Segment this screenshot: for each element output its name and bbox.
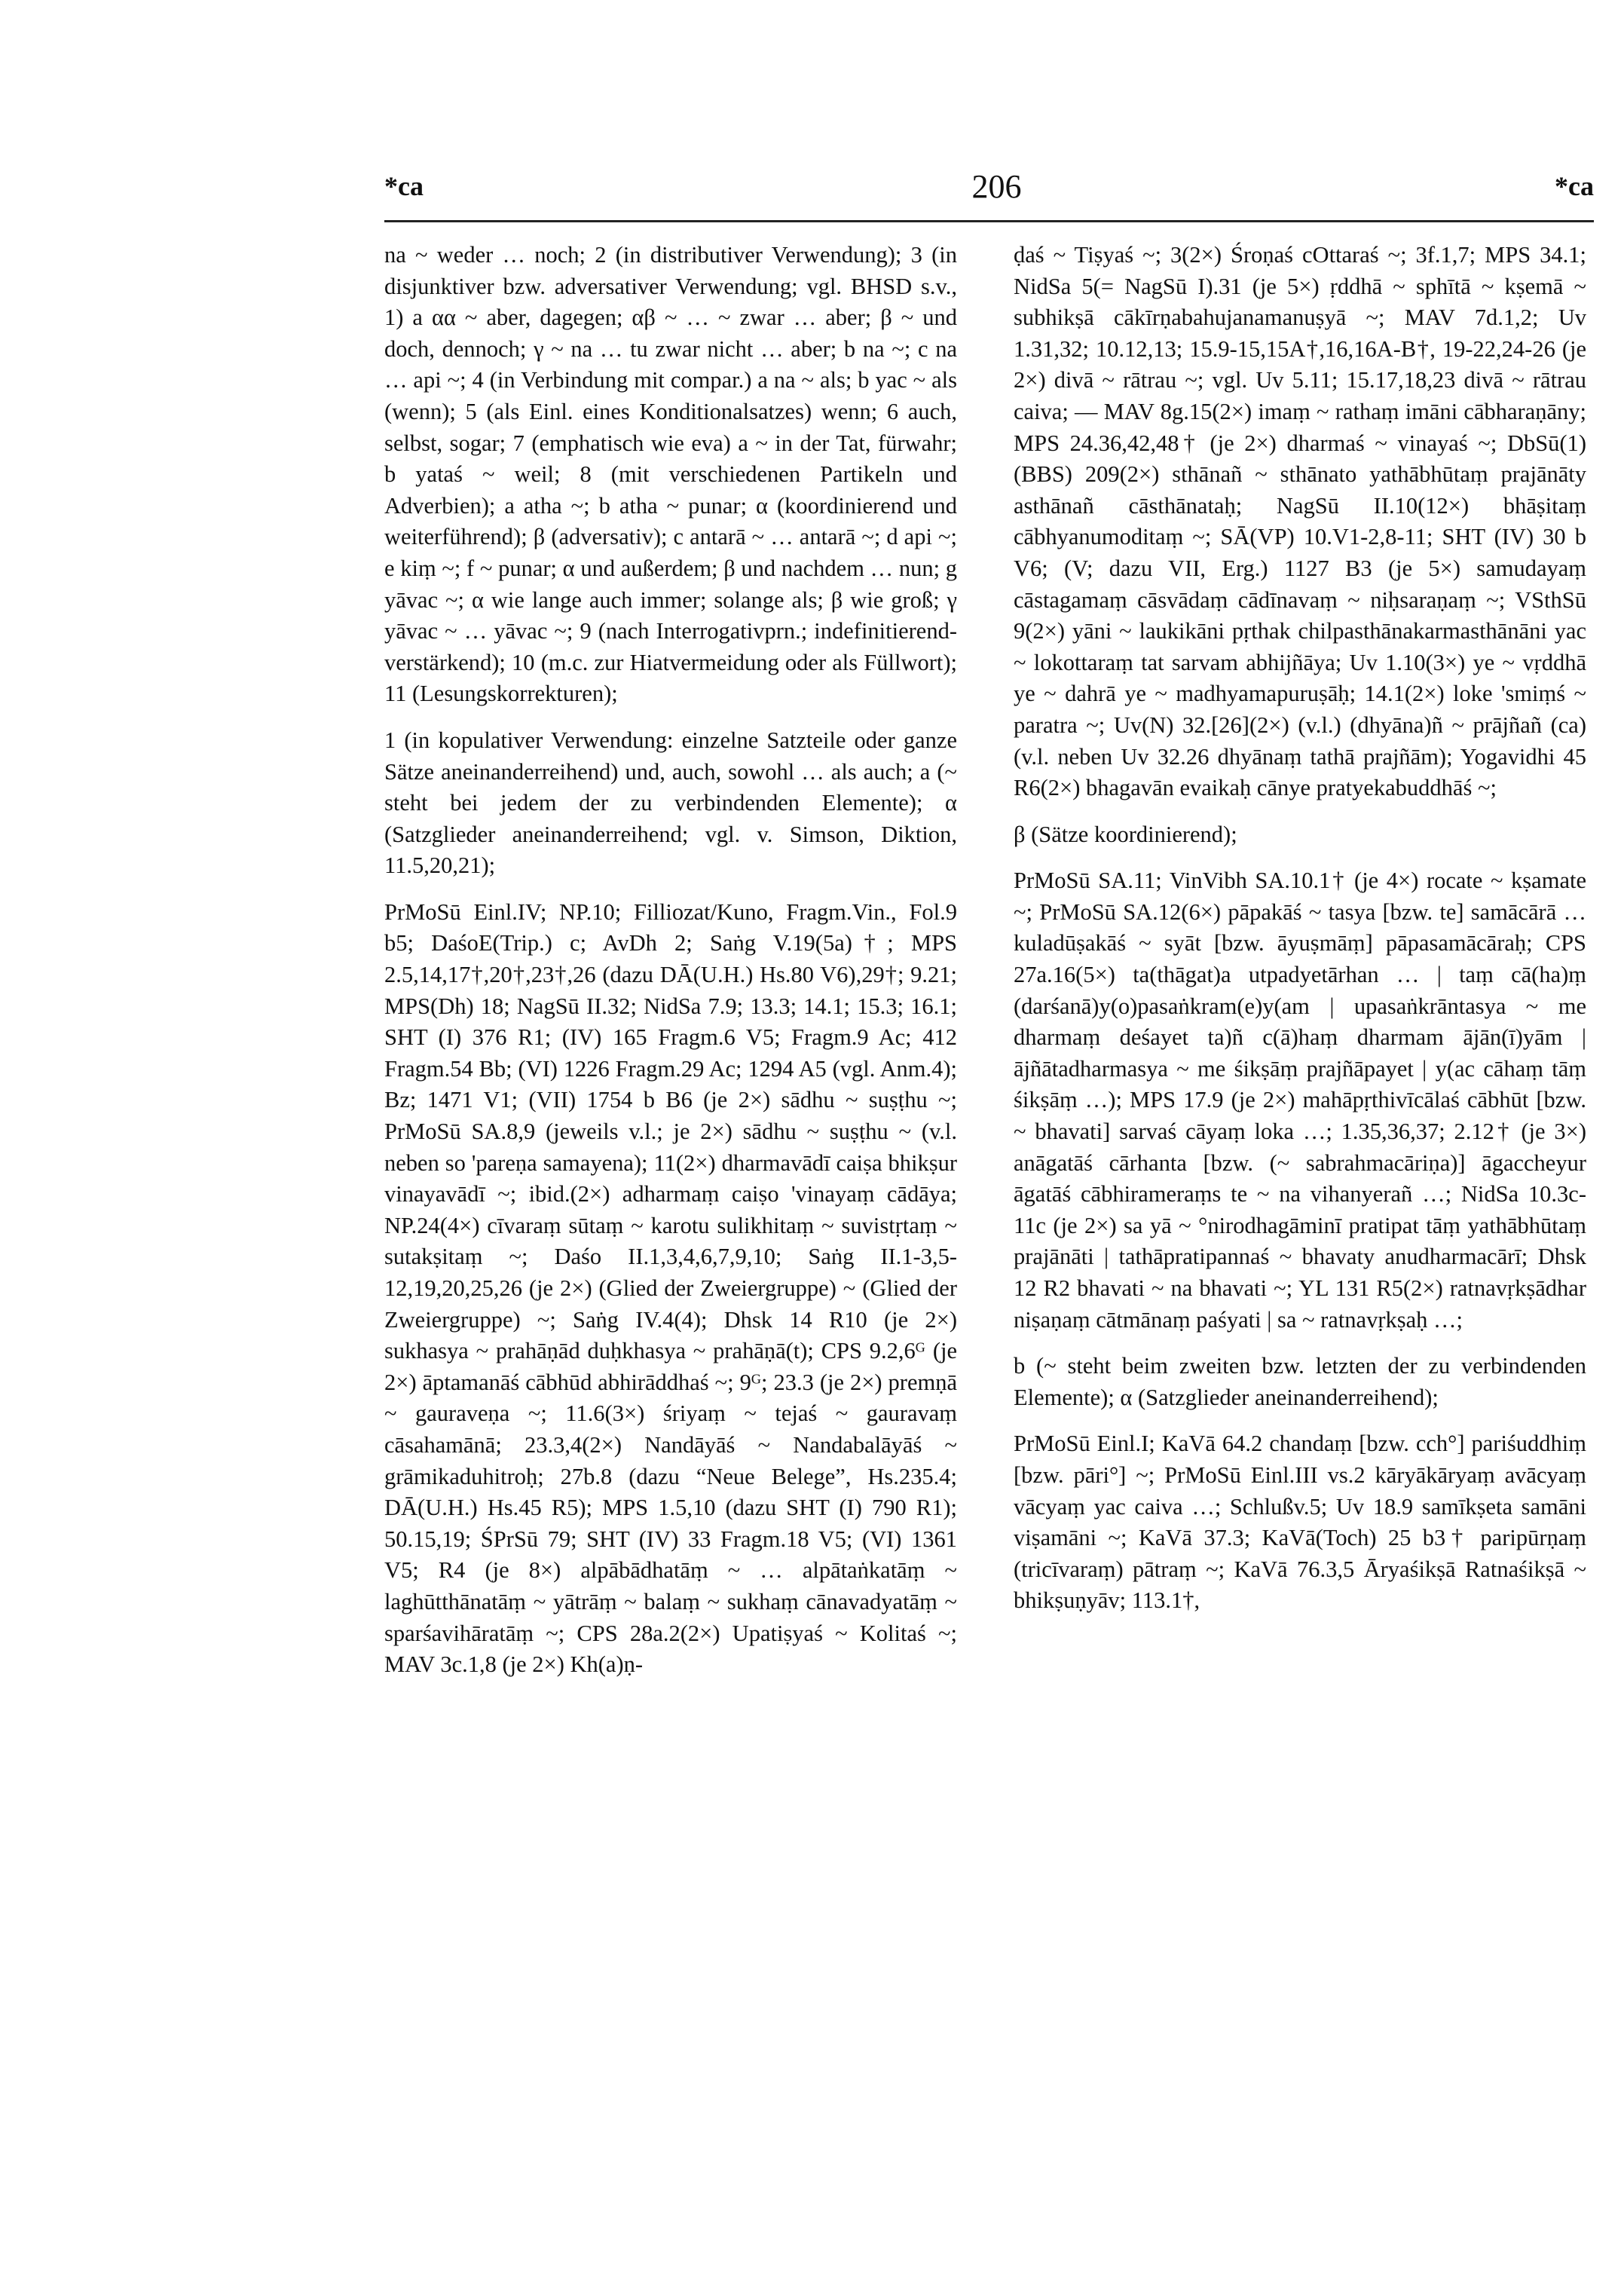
header-left-headword: *ca: [384, 171, 424, 201]
entry-paragraph: na ~ weder … noch; 2 (in distributiver Verwendung); 3 (in disjunktiver bzw. adversativer Verwendung; vgl. BHSD s.v., 1) a αα ~ aber, dagegen; αβ ~ … ~ zwar … aber; β ~ und doch, dennoch; γ ~ na … tu zwar nicht … aber; b na ~; c na … api ~; 4 (in Verbindung mit compar.) a na ~ als; b yac ~ als (wenn); 5 (als Einl. eines Konditionalsatzes) wenn; 6 auch, selbst, sogar; 7 (emphatisch wie eva) a ~ in der Tat, fürwahr; b yataś ~ weil; 8 (mit verschiedenen Partikeln und Adverbien); a atha ~; b atha ~ punar; α (koordinierend und weiterführend); β (adversativ); c antarā ~ … antarā ~; d api ~; e kiṃ ~; f ~ punar; α und außerdem; β und nachdem … nun; g yāvac ~; α wie lange auch immer; solange als; β wie groß; γ yāvac ~ … yāvac ~; 9 (nach Interrogativprn.; indefinitierend-verstärkend); 10 (m.c. zur Hiatvermeidung oder als Füllwort); 11 (Lesungskorrekturen);: [384, 242, 957, 707]
right-column: [1014, 240, 1586, 1617]
entry-paragraph: 1 (in kopulativer Verwendung: einzelne Satzteile oder ganze Sätze aneinanderreihend) und, auch, sowohl … als auch; a (~ steht bei jedem der zu verbindenden Elemente); α (Satzglieder aneinanderreihend; vgl. v. Simson, Diktion, 11.5,20,21);: [384, 727, 957, 879]
entry-paragraph: PrMoSū Einl.IV; NP.10; Filliozat/Kuno, Fragm.Vin., Fol.9 b5; DaśoE(Trip.) c; AvDh 2; Saṅg V.19(5a)†; MPS 2.5,14,17†,20†,23†,26 (dazu DĀ(U.H.) Hs.80 V6),29†; 9.21; MPS(Dh) 18; NagSū II.32; NidSa 7.9; 13.3; 14.1; 15.3; 16.1; SHT (I) 376 R1; (IV) 165 Fragm.6 V5; Fragm.9 Ac; 412 Fragm.54 Bb; (VI) 1226 Fragm.29 Ac; 1294 A5 (vgl. Anm.4); Bz; 1471 V1; (VII) 1754 b B6 (je 2×) sādhu ~ suṣṭhu ~; PrMoSū SA.8,9 (jeweils v.l.; je 2×) sādhu ~ suṣṭhu ~ (v.l. neben so 'pareṇa samayena); 11(2×) dharmavādī caiṣa bhikṣur vinayavādī ~; ibid.(2×) adharmaṃ caiṣo 'vinayaṃ cādāya; NP.24(4×) cīvaraṃ sūtaṃ ~ karotu sulikhitaṃ ~ suvistṛtaṃ ~ sutakṣitaṃ ~; Daśo II.1,3,4,6,7,9,10; Saṅg II.1-3,5-12,19,20,25,26 (je 2×) (Glied der Zweiergruppe) ~ (Glied der Zweiergruppe) ~; Saṅg IV.4(4); Dhsk 14 R10 (je 2×) sukhasya ~ prahāṇād duḥkhasya ~ prahāṇā(t); CPS 9.2,6ᴳ (je 2×) āptamanāś cābhūd abhirāddhaś ~; 9ᴳ; 23.3 (je 2×) premṇā ~ gauraveṇa ~; 11.6(3×) śriyaṃ ~ tejaś ~ gauravaṃ cāsahamānā; 23.3,4(2×) Nandāyāś ~ Nandabalāyāś ~ grāmikaduhitroḥ; 27b.8 (dazu “Neue Belege”, Hs.235.4; DĀ(U.H.) Hs.45 R5); MPS 1.5,10 (dazu SHT (I) 790 R1); 50.15,19; ŚPrSū 79; SHT (IV) 33 Fragm.18 V5; (VI) 1361 V5; R4 (je 8×) alpābādhatāṃ ~ … alpātaṅkatāṃ ~ laghūtthānatāṃ ~ yātrāṃ ~ balaṃ ~ sukhaṃ cānavadyatāṃ ~ sparśavihāratāṃ ~; CPS 28a.2(2×) Upatiṣyaś ~ Kolitaś ~; MAV 3c.1,8 (je 2×) Kh(a)ṇ-: [384, 898, 957, 1678]
entry-paragraph: β (Sätze koordinierend);: [1014, 821, 1237, 847]
entry-paragraph: PrMoSū SA.11; VinVibh SA.10.1† (je 4×) rocate ~ kṣamate ~; PrMoSū SA.12(6×) pāpakāś ~ tasya [bzw. te] samācārā … kuladūṣakāś ~ syāt [bzw. āyuṣmāṃ] pāpasamācāraḥ; CPS 27a.16(5×) ta(thāgat)a utpadyetārhan … | taṃ cā(ha)ṃ (darśanā)y(o)pasaṅkram(e)y(am | upasaṅkrāntasya ~ me dharmaṃ deśayet ta)ñ c(ā)haṃ dharmam ājān(ī)yām | ājñātadharmasya ~ me śikṣāṃ prajñāpayet | y(ac cāhaṃ tāṃ śikṣāṃ …); MPS 17.9 (je 2×) mahāpṛthivīcālaś cābhūt [bzw. ~ bhavati] sarvaś cāyaṃ loka …; 1.35,36,37; 2.12† (je 3×) anāgatāś cārhanta [bzw. (~ sabrahmacāriṇa)] āgaccheyur āgatāś cābhirameraṃs te ~ na vihanyerañ …; NidSa 10.3c-11c (je 2×) sa yā ~ °nirodhagāminī pratipat tāṃ yathābhūtaṃ prajānāti | tathāpratipannaś ~ bhavaty anudharmacārī; Dhsk 12 R2 bhavati ~ na bhavati ~; YL 131 R5(2×) ratnavṛkṣādhar niṣaṇaṃ cātmānaṃ paśyati | sa ~ ratnavṛkṣaḥ …;: [1014, 868, 1586, 1333]
header-right-headword: *ca: [1555, 171, 1594, 201]
entry-paragraph: PrMoSū Einl.I; KaVā 64.2 chandaṃ [bzw. cch°] pariśuddhiṃ [bzw. pāri°] ~; PrMoSū Einl.III vs.2 kāryākāryaṃ avācyaṃ vācyaṃ yac caiva …; Schlußv.5; Uv 18.9 samīkṣeta samāni viṣamāni ~; KaVā 37.3; KaVā(Toch) 25 b3† paripūrṇaṃ (tricīvaraṃ) pātraṃ ~; KaVā 76.3,5 Āryaśikṣā Ratnaśikṣā ~ bhikṣuṇyāv; 113.1†,: [1014, 1431, 1586, 1614]
header-rule: [384, 220, 1594, 222]
entry-paragraph: ḍaś ~ Tiṣyaś ~; 3(2×) Śroṇaś cOttaraś ~; 3f.1,7; MPS 34.1; NidSa 5(= NagSū I).31 (je 5×) ṛddhā ~ sphītā ~ kṣemā ~ subhikṣā cākīrṇabahujanamanuṣyā ~; MAV 7d.1,2; Uv 1.31,32; 10.12,13; 15.9-15,15A†,16,16A-B†, 19-22,24-26 (je 2×) divā ~ rātrau ~; vgl. Uv 5.11; 15.17,18,23 divā ~ rātrau caiva; — MAV 8g.15(2×) imaṃ ~ rathaṃ imāni cābharaṇāny; MPS 24.36,42,48† (je 2×) dharmaś ~ vinayaś ~; DbSū(1) (BBS) 209(2×) sthānañ ~ sthānato yathābhūtaṃ prajānāty asthānañ cāsthānataḥ; NagSū II.10(12×) bhāṣitaṃ cābhyanumoditaṃ ~; SĀ(VP) 10.V1-2,8-11; SHT (IV) 30 b V6; (V; dazu VII, Erg.) 1127 B3 (je 5×) samudayaṃ cāstagamaṃ cāsvādaṃ cādīnavaṃ ~ niḥsaraṇaṃ ~; VSthSū 9(2×) yāni ~ laukikāni pṛthak chilpasthānakarmasthānāni yac ~ lokottaraṃ tat sarvam abhijñāya; Uv 1.10(3×) ye ~ vṛddhā ye ~ dahrā ye ~ madhyamapuruṣāḥ; 14.1(2×) loke 'smiṃś ~ paratra ~; Uv(N) 32.[26](2×) (v.l.) (dhyāna)ñ ~ prājñañ (ca) (v.l. neben Uv 32.26 dhyānaṃ tathā prajñām); Yogavidhi 45 R6(2×) bhagavān evaikaḥ cānye pratyekabuddhāś ~;: [1014, 242, 1586, 801]
page-header: [384, 170, 1609, 216]
entry-paragraph: b (~ steht beim zweiten bzw. letzten der zu verbindenden Elemente); α (Satzglieder aneinanderreihend);: [1014, 1353, 1586, 1410]
left-column: [384, 240, 957, 1681]
page-number: 206: [971, 168, 1022, 205]
